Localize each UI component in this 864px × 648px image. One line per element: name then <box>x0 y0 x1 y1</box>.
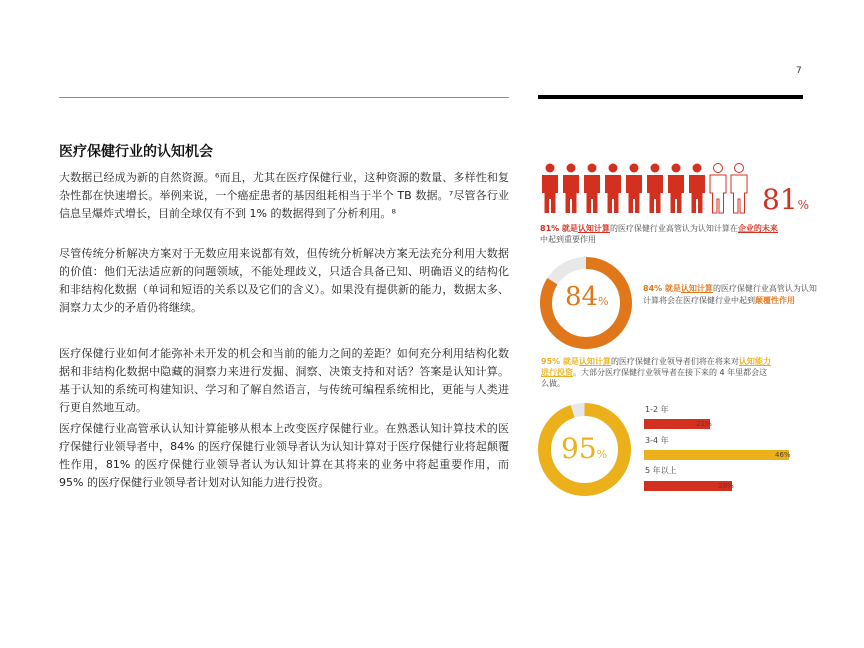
stat-81-cap-a: 81% 就是 <box>540 224 578 233</box>
stat-84-percent-sign: % <box>598 295 609 308</box>
stat-95-caption <box>541 356 771 389</box>
person-empty-icon <box>731 164 747 214</box>
stat-95-figure <box>561 432 607 465</box>
bar-3-4-years <box>644 450 789 460</box>
stat-81-cap-e: 中起到重要作用 <box>540 235 596 244</box>
person-filled-icon <box>542 164 558 214</box>
person-filled-icon <box>689 164 705 214</box>
stat-81-caption <box>540 223 780 245</box>
stat-95-percent-sign: % <box>596 448 608 461</box>
header-rule-left <box>59 97 509 98</box>
person-filled-icon <box>584 164 600 214</box>
bar-label-3-4-years: 3-4 年 <box>645 436 669 445</box>
header-rule-right <box>538 95 803 99</box>
stat-81-cap-d: 企业的未来 <box>737 224 778 233</box>
stat-84-figure <box>565 282 609 312</box>
stat-95-cap-a: 95% 就是 <box>541 357 579 366</box>
stat-84-cap-c: 的医疗保健行业高管认为认知计算将会在医疗保健行业中起到 <box>643 284 817 305</box>
stat-84-cap-b: 认知计算 <box>680 284 713 293</box>
person-filled-icon <box>626 164 642 214</box>
stat-84-number: 84 <box>565 282 599 312</box>
stat-95-cap-d: 认知能力进行投资 <box>541 357 771 377</box>
stat-81-cap-c: 的医疗保健行业高管认为认知计算在 <box>609 224 738 233</box>
stat-81-percent-sign: % <box>797 198 810 212</box>
stat-95-cap-b: 认知计算 <box>578 357 611 366</box>
stat-84-cap-d: 颠覆性作用 <box>755 296 795 305</box>
stat-81-figure <box>762 183 809 216</box>
paragraph-3: 医疗保健行业如何才能弥补未开发的机会和当前的能力之间的差距？如何充分利用结构化数据和非结构化数据中隐藏的洞察力来进行发掘、洞察、决策支持和对话？答案是认知计算。基于认知的系统可构建知识、学习和了解自然语言，与传统可编程系统相比，更能与人类进行更自然地互动。 <box>59 347 509 414</box>
stat-95-cap-e: 。大部分医疗保健行业领导者在接下来的 4 年里都会这么做。 <box>541 368 768 388</box>
page-number: 7 <box>796 66 802 76</box>
person-empty-icon <box>710 164 726 214</box>
bar-value-1-2-years: 21% <box>696 420 712 428</box>
bar-value-5-plus-years: 28% <box>718 482 734 490</box>
stat-84-caption <box>643 283 818 307</box>
person-filled-icon <box>668 164 684 214</box>
stat-81-number: 81 <box>762 183 798 216</box>
person-filled-icon <box>647 164 663 214</box>
stat-95-number: 95 <box>561 432 597 465</box>
bar-value-3-4-years: 46% <box>775 451 791 459</box>
person-filled-icon <box>563 164 579 214</box>
bar-label-5-plus-years: 5 年以上 <box>645 466 677 475</box>
paragraph-2: 尽管传统分析解决方案对于无数应用来说都有效，但传统分析解决方案无法充分利用大数据的价值：他们无法适应新的问题领域，不能处理歧义，只适合具备已知、明确语义的结构化和非结构化数据（单词和短语的关系以及它们的含义）。如果没有提供新的能力，数据太多、洞察力太少的矛盾仍将继续。 <box>59 247 509 314</box>
people-pictogram <box>540 163 770 215</box>
person-filled-icon <box>605 164 621 214</box>
paragraph-1: 大数据已经成为新的自然资源。⁶而且，尤其在医疗保健行业，这种资源的数量、多样性和复杂性都在快速增长。举例来说，一个癌症患者的基因组耗相当于半个 TB 数据。⁷尽管各行业信息呈爆炸式增长，目前全球仅有不到 1% 的数据得到了分析利用。⁸ <box>59 171 509 220</box>
bar-label-1-2-years: 1-2 年 <box>645 405 669 414</box>
stat-84-cap-a: 84% 就是 <box>643 284 681 293</box>
stat-95-cap-c: 的医疗保健行业领导者们将在将来对 <box>610 357 739 366</box>
paragraph-4: 医疗保健行业高管承认认知计算能够从根本上改变医疗保健行业。在熟悉认知计算技术的医疗保健行业领导者中，84% 的医疗保健行业领导者认为认知计算对于医疗保健行业将起颠覆性作用，81% 的医疗保健行业领导者认为认知计算在其将来的业务中将起重要作用，而 95% 的医疗保健行业领导者计划对认知能力进行投资。 <box>59 422 509 489</box>
stat-81-cap-b: 认知计算 <box>577 224 610 233</box>
section-title: 医疗保健行业的认知机会 <box>59 144 213 160</box>
